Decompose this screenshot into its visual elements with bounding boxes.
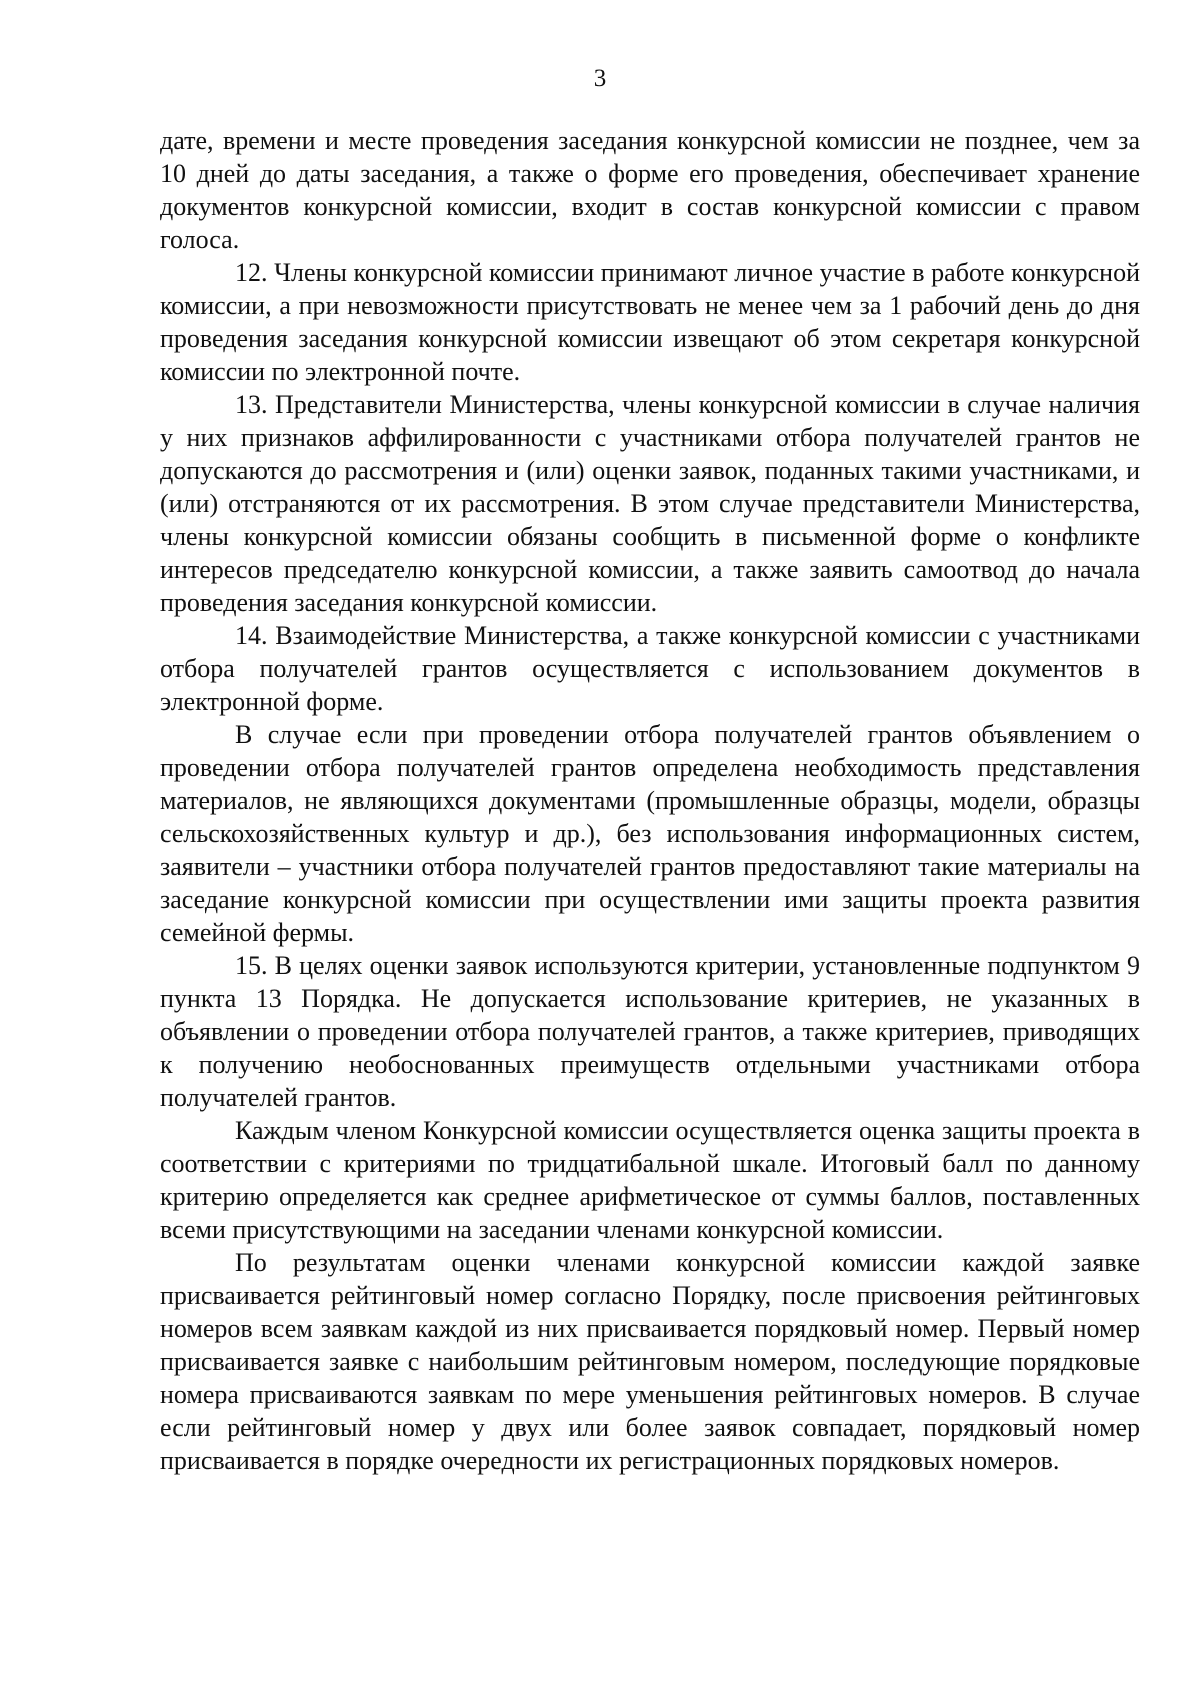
paragraph-continuation: дате, времени и месте проведения заседания конкурсной комиссии не позднее, чем за 10 дней до даты заседания, а также о форме его проведения, обеспечивает хранение документов конкурсной комиссии, входит в состав конкурсной комиссии с правом голоса. xyxy=(160,126,1140,254)
document-body xyxy=(160,124,1140,1477)
paragraph-evaluation: Каждым членом Конкурсной комиссии осуществляется оценка защиты проекта в соответствии с критериями по тридцатибальной шкале. Итоговый балл по данному критерию определяется как среднее арифметическое от суммы баллов, поставленных всеми присутствующими на заседании членами конкурсной комиссии. xyxy=(160,1116,1140,1244)
paragraph-item-14: 14. Взаимодействие Министерства, а также конкурсной комиссии с участниками отбора получателей грантов осуществляется с использованием документов в электронной форме. xyxy=(160,621,1140,716)
paragraph-materials: В случае если при проведении отбора получателей грантов объявлением о проведении отбора получателей грантов определена необходимость представления материалов, не являющихся документами (промышленные образцы, модели, образцы сельскохозяйственных культур и др.), без использования информационных систем, заявители – участники отбора получателей грантов предоставляют такие материалы на заседание конкурсной комиссии при осуществлении ими защиты проекта развития семейной фермы. xyxy=(160,720,1140,947)
paragraph-item-15: 15. В целях оценки заявок используются критерии, установленные подпунктом 9 пункта 13 Порядка. Не допускается использование критериев, не указанных в объявлении о проведении отбора получателей грантов, а также критериев, приводящих к получению необоснованных преимуществ отдельными участниками отбора получателей грантов. xyxy=(160,951,1140,1112)
paragraph-item-12: 12. Члены конкурсной комиссии принимают личное участие в работе конкурсной комиссии, а при невозможности присутствовать не менее чем за 1 рабочий день до дня проведения заседания конкурсной комиссии извещают об этом секретаря конкурсной комиссии по электронной почте. xyxy=(160,258,1140,386)
paragraph-ranking: По результатам оценки членами конкурсной комиссии каждой заявке присваивается рейтинговый номер согласно Порядку, после присвоения рейтинговых номеров всем заявкам каждой из них присваивается порядковый номер. Первый номер присваивается заявке с наибольшим рейтинговым номером, последующие порядковые номера присваиваются заявкам по мере уменьшения рейтинговых номеров. В случае если рейтинговый номер у двух или более заявок совпадает, порядковый номер присваивается в порядке очередности их регистрационных порядковых номеров. xyxy=(160,1248,1140,1475)
page-number: 3 xyxy=(593,65,607,92)
paragraph-item-13: 13. Представители Министерства, члены конкурсной комиссии в случае наличия у них признаков аффилированности с участниками отбора получателей грантов не допускаются до рассмотрения и (или) оценки заявок, поданных такими участниками, и (или) отстраняются от их рассмотрения. В этом случае представители Министерства, члены конкурсной комиссии обязаны сообщить в письменной форме о конфликте интересов председателю конкурсной комиссии, а также заявить самоотвод до начала проведения заседания конкурсной комиссии. xyxy=(160,390,1140,617)
